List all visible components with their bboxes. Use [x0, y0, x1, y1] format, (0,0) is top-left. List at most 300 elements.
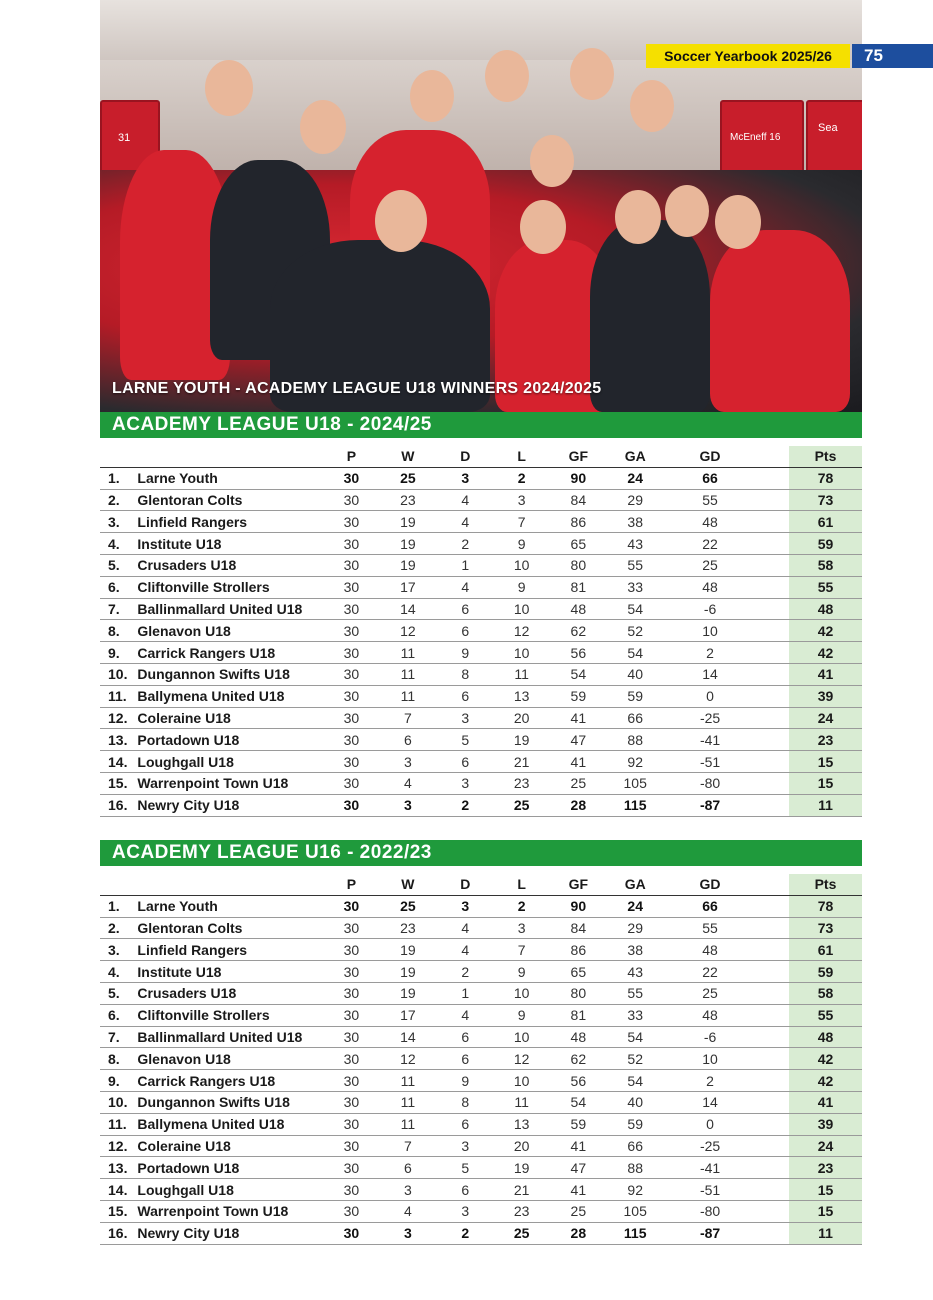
row-goals-against: 105 — [603, 1200, 667, 1222]
row-position: 5. — [100, 982, 137, 1004]
row-played: 30 — [327, 576, 375, 598]
table-row — [100, 895, 862, 917]
table-header-row — [100, 446, 862, 467]
row-points: 39 — [789, 1113, 862, 1135]
header-l: L — [490, 874, 553, 895]
row-gap — [753, 576, 789, 598]
row-played: 30 — [327, 620, 375, 642]
row-points: 78 — [789, 467, 862, 489]
table-row — [100, 511, 862, 533]
row-points: 15 — [789, 1179, 862, 1201]
section-title: ACADEMY LEAGUE U18 - 2024/25 — [100, 412, 862, 438]
row-points: 42 — [789, 1070, 862, 1092]
row-points: 15 — [789, 751, 862, 773]
table-row — [100, 751, 862, 773]
row-points: 73 — [789, 917, 862, 939]
row-gap — [753, 1048, 789, 1070]
row-drawn: 6 — [440, 598, 490, 620]
row-goals-against: 115 — [603, 794, 667, 816]
row-goals-for: 80 — [553, 982, 603, 1004]
row-position: 12. — [100, 1135, 137, 1157]
row-lost: 11 — [490, 663, 553, 685]
row-drawn: 3 — [440, 1135, 490, 1157]
row-goals-against: 66 — [603, 707, 667, 729]
row-played: 30 — [327, 1026, 375, 1048]
row-played: 30 — [327, 1157, 375, 1179]
row-points: 55 — [789, 576, 862, 598]
row-gap — [753, 620, 789, 642]
row-lost: 23 — [490, 772, 553, 794]
row-goals-against: 43 — [603, 533, 667, 555]
row-goals-for: 65 — [553, 533, 603, 555]
row-position: 16. — [100, 794, 137, 816]
row-played: 30 — [327, 707, 375, 729]
row-goals-against: 55 — [603, 982, 667, 1004]
player-head — [630, 80, 674, 132]
player-head — [205, 60, 253, 116]
player-head — [615, 190, 661, 244]
row-team: Larne Youth — [137, 895, 327, 917]
row-lost: 25 — [490, 1222, 553, 1244]
table-row — [100, 467, 862, 489]
row-position: 1. — [100, 467, 137, 489]
row-points: 59 — [789, 961, 862, 983]
row-goals-for: 59 — [553, 1113, 603, 1135]
table-row — [100, 772, 862, 794]
header-blank — [137, 446, 327, 467]
player-head — [485, 50, 529, 102]
row-goals-for: 41 — [553, 751, 603, 773]
row-won: 19 — [375, 533, 440, 555]
row-won: 7 — [375, 707, 440, 729]
header-pts: Pts — [789, 874, 862, 895]
row-gap — [753, 489, 789, 511]
header-p: P — [327, 874, 375, 895]
row-lost: 7 — [490, 511, 553, 533]
row-position: 14. — [100, 1179, 137, 1201]
table-row — [100, 620, 862, 642]
row-goals-against: 54 — [603, 1070, 667, 1092]
row-position: 13. — [100, 1157, 137, 1179]
row-goals-for: 56 — [553, 642, 603, 664]
row-points: 24 — [789, 707, 862, 729]
table-row — [100, 642, 862, 664]
row-goals-for: 48 — [553, 598, 603, 620]
row-won: 19 — [375, 511, 440, 533]
row-goal-difference: 55 — [667, 489, 753, 511]
row-points: 23 — [789, 1157, 862, 1179]
header-gf: GF — [553, 446, 603, 467]
row-won: 12 — [375, 1048, 440, 1070]
row-played: 30 — [327, 1004, 375, 1026]
row-won: 3 — [375, 751, 440, 773]
row-points: 24 — [789, 1135, 862, 1157]
row-drawn: 6 — [440, 1179, 490, 1201]
player-head — [410, 70, 454, 122]
row-goals-for: 47 — [553, 1157, 603, 1179]
row-goal-difference: 66 — [667, 467, 753, 489]
row-played: 30 — [327, 772, 375, 794]
header-pts: Pts — [789, 446, 862, 467]
header-blank — [100, 446, 137, 467]
row-position: 10. — [100, 663, 137, 685]
row-goals-against: 33 — [603, 576, 667, 598]
row-gap — [753, 642, 789, 664]
row-position: 9. — [100, 1070, 137, 1092]
row-goals-for: 84 — [553, 917, 603, 939]
row-team: Newry City U18 — [137, 794, 327, 816]
row-goals-for: 54 — [553, 663, 603, 685]
row-lost: 10 — [490, 554, 553, 576]
row-lost: 9 — [490, 533, 553, 555]
row-team: Dungannon Swifts U18 — [137, 1091, 327, 1113]
row-position: 8. — [100, 1048, 137, 1070]
photo-caption: LARNE YOUTH - ACADEMY LEAGUE U18 WINNERS 2024/2025 — [112, 380, 602, 397]
row-gap — [753, 707, 789, 729]
row-won: 17 — [375, 1004, 440, 1026]
row-goal-difference: 22 — [667, 533, 753, 555]
row-goal-difference: 25 — [667, 982, 753, 1004]
row-position: 11. — [100, 1113, 137, 1135]
row-goal-difference: -87 — [667, 1222, 753, 1244]
row-goals-for: 25 — [553, 772, 603, 794]
table-row — [100, 1070, 862, 1092]
row-points: 15 — [789, 1200, 862, 1222]
row-gap — [753, 1179, 789, 1201]
row-goals-against: 52 — [603, 1048, 667, 1070]
row-gap — [753, 772, 789, 794]
row-lost: 7 — [490, 939, 553, 961]
row-position: 2. — [100, 489, 137, 511]
locker-label: Sea — [818, 122, 838, 134]
row-goals-against: 33 — [603, 1004, 667, 1026]
row-team: Glenavon U18 — [137, 620, 327, 642]
row-points: 48 — [789, 1026, 862, 1048]
row-team: Warrenpoint Town U18 — [137, 1200, 327, 1222]
row-points: 41 — [789, 663, 862, 685]
row-position: 9. — [100, 642, 137, 664]
row-played: 30 — [327, 1070, 375, 1092]
row-played: 30 — [327, 554, 375, 576]
row-drawn: 6 — [440, 685, 490, 707]
row-played: 30 — [327, 1179, 375, 1201]
row-goal-difference: -51 — [667, 1179, 753, 1201]
yearbook-label: Soccer Yearbook 2025/26 — [646, 44, 850, 68]
row-drawn: 3 — [440, 1200, 490, 1222]
row-goal-difference: -51 — [667, 751, 753, 773]
row-team: Portadown U18 — [137, 729, 327, 751]
row-drawn: 2 — [440, 961, 490, 983]
row-gap — [753, 939, 789, 961]
locker-label: McEneff 16 — [730, 132, 781, 143]
row-played: 30 — [327, 917, 375, 939]
row-drawn: 2 — [440, 794, 490, 816]
table-row — [100, 1048, 862, 1070]
row-position: 8. — [100, 620, 137, 642]
row-drawn: 9 — [440, 1070, 490, 1092]
row-drawn: 3 — [440, 772, 490, 794]
row-position: 10. — [100, 1091, 137, 1113]
row-position: 15. — [100, 1200, 137, 1222]
row-goals-for: 56 — [553, 1070, 603, 1092]
header-ga: GA — [603, 446, 667, 467]
row-drawn: 4 — [440, 489, 490, 511]
row-lost: 21 — [490, 1179, 553, 1201]
table-row — [100, 1222, 862, 1244]
player-head — [530, 135, 574, 187]
row-goals-for: 54 — [553, 1091, 603, 1113]
row-won: 19 — [375, 961, 440, 983]
header-blank — [137, 874, 327, 895]
row-goals-against: 54 — [603, 642, 667, 664]
row-drawn: 3 — [440, 895, 490, 917]
row-team: Crusaders U18 — [137, 554, 327, 576]
row-points: 42 — [789, 620, 862, 642]
row-position: 7. — [100, 598, 137, 620]
row-team: Loughgall U18 — [137, 751, 327, 773]
row-drawn: 6 — [440, 751, 490, 773]
row-drawn: 4 — [440, 576, 490, 598]
row-points: 58 — [789, 554, 862, 576]
row-played: 30 — [327, 642, 375, 664]
row-gap — [753, 961, 789, 983]
row-won: 7 — [375, 1135, 440, 1157]
table-row — [100, 729, 862, 751]
row-position: 7. — [100, 1026, 137, 1048]
row-lost: 10 — [490, 1070, 553, 1092]
row-won: 11 — [375, 1113, 440, 1135]
row-drawn: 9 — [440, 642, 490, 664]
row-won: 11 — [375, 1091, 440, 1113]
row-lost: 3 — [490, 489, 553, 511]
row-team: Larne Youth — [137, 467, 327, 489]
league-table — [100, 874, 862, 1245]
row-won: 17 — [375, 576, 440, 598]
row-played: 30 — [327, 982, 375, 1004]
row-goal-difference: -25 — [667, 1135, 753, 1157]
row-goals-for: 80 — [553, 554, 603, 576]
row-goals-against: 92 — [603, 1179, 667, 1201]
row-drawn: 3 — [440, 467, 490, 489]
row-team: Institute U18 — [137, 533, 327, 555]
row-gap — [753, 1091, 789, 1113]
row-drawn: 8 — [440, 663, 490, 685]
row-played: 30 — [327, 1113, 375, 1135]
row-team: Coleraine U18 — [137, 1135, 327, 1157]
row-goals-for: 86 — [553, 939, 603, 961]
row-goal-difference: 0 — [667, 685, 753, 707]
row-won: 11 — [375, 663, 440, 685]
row-gap — [753, 1004, 789, 1026]
row-points: 73 — [789, 489, 862, 511]
table-row — [100, 982, 862, 1004]
row-position: 14. — [100, 751, 137, 773]
row-won: 3 — [375, 1222, 440, 1244]
row-team: Carrick Rangers U18 — [137, 642, 327, 664]
row-goal-difference: -6 — [667, 598, 753, 620]
row-goals-against: 59 — [603, 1113, 667, 1135]
table-row — [100, 961, 862, 983]
row-won: 23 — [375, 489, 440, 511]
row-lost: 10 — [490, 1026, 553, 1048]
league-table — [100, 446, 862, 817]
row-gap — [753, 794, 789, 816]
row-team: Newry City U18 — [137, 1222, 327, 1244]
row-goals-against: 66 — [603, 1135, 667, 1157]
row-lost: 13 — [490, 1113, 553, 1135]
row-goals-for: 62 — [553, 1048, 603, 1070]
header-p: P — [327, 446, 375, 467]
row-team: Dungannon Swifts U18 — [137, 663, 327, 685]
row-points: 61 — [789, 511, 862, 533]
header-ga: GA — [603, 874, 667, 895]
table-row — [100, 554, 862, 576]
row-position: 5. — [100, 554, 137, 576]
row-drawn: 5 — [440, 729, 490, 751]
row-points: 58 — [789, 982, 862, 1004]
row-gap — [753, 467, 789, 489]
row-lost: 9 — [490, 576, 553, 598]
row-goals-against: 38 — [603, 511, 667, 533]
row-played: 30 — [327, 1048, 375, 1070]
row-won: 19 — [375, 982, 440, 1004]
row-points: 41 — [789, 1091, 862, 1113]
row-team: Crusaders U18 — [137, 982, 327, 1004]
row-played: 30 — [327, 751, 375, 773]
row-team: Ballymena United U18 — [137, 685, 327, 707]
row-won: 6 — [375, 729, 440, 751]
row-goal-difference: -41 — [667, 729, 753, 751]
table-header-row — [100, 874, 862, 895]
row-played: 30 — [327, 598, 375, 620]
row-team: Linfield Rangers — [137, 939, 327, 961]
row-lost: 11 — [490, 1091, 553, 1113]
table-row — [100, 1200, 862, 1222]
row-goals-for: 62 — [553, 620, 603, 642]
row-goals-for: 48 — [553, 1026, 603, 1048]
player-head — [715, 195, 761, 249]
row-won: 19 — [375, 554, 440, 576]
row-team: Cliftonville Strollers — [137, 1004, 327, 1026]
row-goal-difference: 10 — [667, 620, 753, 642]
row-drawn: 4 — [440, 1004, 490, 1026]
header-w: W — [375, 874, 440, 895]
row-goal-difference: 25 — [667, 554, 753, 576]
row-points: 11 — [789, 794, 862, 816]
row-position: 15. — [100, 772, 137, 794]
row-goal-difference: 48 — [667, 1004, 753, 1026]
row-won: 4 — [375, 772, 440, 794]
table-body — [100, 467, 862, 816]
row-lost: 12 — [490, 1048, 553, 1070]
row-goals-against: 40 — [603, 1091, 667, 1113]
row-gap — [753, 1135, 789, 1157]
row-gap — [753, 1157, 789, 1179]
row-team: Linfield Rangers — [137, 511, 327, 533]
row-goals-against: 29 — [603, 489, 667, 511]
table-row — [100, 685, 862, 707]
row-goal-difference: -80 — [667, 772, 753, 794]
row-team: Institute U18 — [137, 961, 327, 983]
row-lost: 9 — [490, 961, 553, 983]
row-goals-against: 24 — [603, 895, 667, 917]
row-goal-difference: 14 — [667, 663, 753, 685]
row-gap — [753, 729, 789, 751]
row-won: 14 — [375, 598, 440, 620]
row-gap — [753, 663, 789, 685]
row-gap — [753, 554, 789, 576]
row-goals-for: 86 — [553, 511, 603, 533]
row-position: 2. — [100, 917, 137, 939]
row-played: 30 — [327, 794, 375, 816]
row-drawn: 1 — [440, 982, 490, 1004]
row-goal-difference: -80 — [667, 1200, 753, 1222]
row-goals-for: 84 — [553, 489, 603, 511]
row-position: 16. — [100, 1222, 137, 1244]
row-goals-against: 88 — [603, 1157, 667, 1179]
row-goals-against: 105 — [603, 772, 667, 794]
table-row — [100, 1004, 862, 1026]
row-team: Carrick Rangers U18 — [137, 1070, 327, 1092]
header-gd: GD — [667, 874, 753, 895]
row-lost: 19 — [490, 729, 553, 751]
row-goals-for: 25 — [553, 1200, 603, 1222]
table-row — [100, 707, 862, 729]
row-goal-difference: 22 — [667, 961, 753, 983]
row-won: 19 — [375, 939, 440, 961]
table-body — [100, 895, 862, 1244]
row-team: Cliftonville Strollers — [137, 576, 327, 598]
row-goals-for: 41 — [553, 707, 603, 729]
player-head — [570, 48, 614, 100]
row-played: 30 — [327, 663, 375, 685]
section-title: ACADEMY LEAGUE U16 - 2022/23 — [100, 840, 862, 866]
header-l: L — [490, 446, 553, 467]
row-goals-for: 90 — [553, 467, 603, 489]
row-position: 4. — [100, 961, 137, 983]
header-d: D — [440, 446, 490, 467]
row-goals-against: 59 — [603, 685, 667, 707]
row-gap — [753, 511, 789, 533]
header-gd: GD — [667, 446, 753, 467]
row-drawn: 3 — [440, 707, 490, 729]
row-gap — [753, 598, 789, 620]
row-goals-for: 81 — [553, 1004, 603, 1026]
row-goals-for: 65 — [553, 961, 603, 983]
row-goals-for: 41 — [553, 1179, 603, 1201]
row-lost: 10 — [490, 598, 553, 620]
table-row — [100, 533, 862, 555]
row-goals-against: 92 — [603, 751, 667, 773]
row-gap — [753, 1026, 789, 1048]
row-team: Loughgall U18 — [137, 1179, 327, 1201]
row-drawn: 6 — [440, 620, 490, 642]
table-row — [100, 1135, 862, 1157]
row-position: 12. — [100, 707, 137, 729]
row-goals-against: 54 — [603, 1026, 667, 1048]
row-goal-difference: 48 — [667, 511, 753, 533]
row-goals-for: 59 — [553, 685, 603, 707]
row-goal-difference: -25 — [667, 707, 753, 729]
table-row — [100, 1113, 862, 1135]
row-goals-against: 55 — [603, 554, 667, 576]
row-drawn: 4 — [440, 511, 490, 533]
row-won: 25 — [375, 895, 440, 917]
row-lost: 3 — [490, 917, 553, 939]
row-goals-against: 115 — [603, 1222, 667, 1244]
row-gap — [753, 533, 789, 555]
row-gap — [753, 1070, 789, 1092]
